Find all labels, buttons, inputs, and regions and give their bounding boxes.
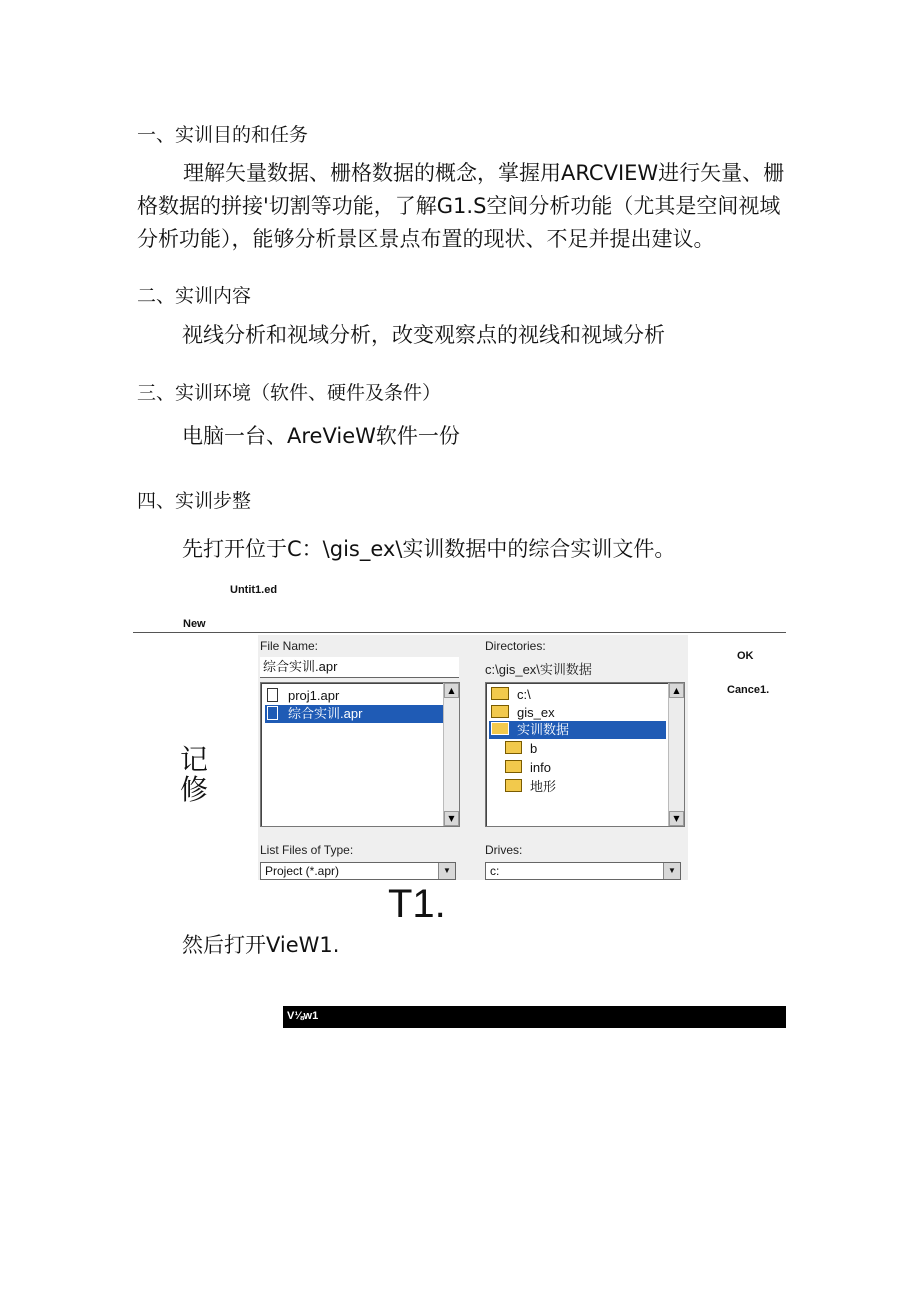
open-folder-icon xyxy=(491,705,509,718)
section-4-heading: 四、实训步整 xyxy=(137,490,252,512)
section-3-heading: 三、实训环境（软件、硬件及条件） xyxy=(137,382,442,404)
drives-value: c: xyxy=(490,864,500,878)
directories-path: c:\gis_ex\实训数据 xyxy=(485,662,592,677)
open-dialog xyxy=(258,635,688,880)
section-2-line-1: 视线分析和视域分析，改变观察点的视线和视域分析 xyxy=(182,323,665,347)
drives-select[interactable] xyxy=(485,862,681,880)
file-item-selected[interactable]: 综合实训.apr xyxy=(265,705,443,723)
window-title: Untit1.ed xyxy=(230,584,278,596)
scroll-down-icon[interactable]: ▼ xyxy=(669,811,684,826)
dir-item-terrain[interactable]: 地形 xyxy=(505,778,556,796)
file-list-scrollbar[interactable] xyxy=(443,683,459,826)
scroll-up-icon[interactable]: ▲ xyxy=(444,683,459,698)
side-glyph-2: 修 xyxy=(180,773,209,806)
menu-new[interactable]: New xyxy=(183,618,206,630)
file-name-label: File Name: xyxy=(260,639,319,653)
list-type-select[interactable] xyxy=(260,862,456,880)
ok-button[interactable]: OK xyxy=(737,650,754,662)
open-folder-icon xyxy=(491,722,509,735)
section-4-line-1: 先打开位于C：\gis_ex\实训数据中的综合实训文件。 xyxy=(182,537,676,561)
figure-caption: T1. xyxy=(388,882,446,926)
side-glyphs xyxy=(180,745,208,805)
directories-label: Directories: xyxy=(485,639,546,653)
drives-label: Drives: xyxy=(485,843,523,857)
scroll-up-icon[interactable]: ▲ xyxy=(669,683,684,698)
dir-item-root[interactable]: c:\ xyxy=(491,686,531,704)
document-icon xyxy=(267,688,278,702)
section-1-line-1: 理解矢量数据、栅格数据的概念，掌握用ARCVIEW进行矢量、栅 xyxy=(183,161,785,185)
dir-item-gis-ex[interactable]: gis_ex xyxy=(491,704,555,722)
menu-divider xyxy=(133,632,786,633)
section-1-heading: 一、实训目的和任务 xyxy=(137,124,309,146)
section-3-line-1: 电脑一台、AreVieW软件一份 xyxy=(182,424,460,448)
dir-item-b[interactable]: b xyxy=(505,740,537,758)
view-title: V⅛w1 xyxy=(287,1010,319,1022)
dir-item-selected[interactable]: 实训数据 xyxy=(489,721,666,739)
chevron-down-icon[interactable]: ▼ xyxy=(438,863,455,879)
section-1-line-3: 分析功能），能够分析景区景点布置的现状、不足并提出建议。 xyxy=(137,227,715,251)
folder-icon xyxy=(505,779,522,792)
directory-list-scrollbar[interactable] xyxy=(668,683,684,826)
section-1-line-2: 格数据的拼接'切割等功能，了解G1.S空间分析功能（尤其是空间视域 xyxy=(137,194,781,218)
dir-item-info[interactable]: info xyxy=(505,759,551,777)
after-line: 然后打开VieW1. xyxy=(182,933,340,957)
section-2-heading: 二、实训内容 xyxy=(137,285,252,307)
view-titlebar xyxy=(283,1006,786,1028)
scroll-down-icon[interactable]: ▼ xyxy=(444,811,459,826)
document-icon xyxy=(267,706,278,720)
open-folder-icon xyxy=(491,687,509,700)
folder-icon xyxy=(505,760,522,773)
list-type-value: Project (*.apr) xyxy=(265,864,340,878)
chevron-down-icon[interactable]: ▼ xyxy=(663,863,680,879)
side-glyph-1: 记 xyxy=(180,743,209,776)
cancel-button[interactable]: Cance1. xyxy=(727,684,770,696)
file-name-input[interactable]: 综合实训.apr xyxy=(260,657,459,678)
file-list[interactable] xyxy=(260,682,460,827)
list-type-label: List Files of Type: xyxy=(260,843,354,857)
folder-icon xyxy=(505,741,522,754)
file-item-proj1[interactable]: proj1.apr xyxy=(267,687,443,705)
directory-list[interactable] xyxy=(485,682,685,827)
